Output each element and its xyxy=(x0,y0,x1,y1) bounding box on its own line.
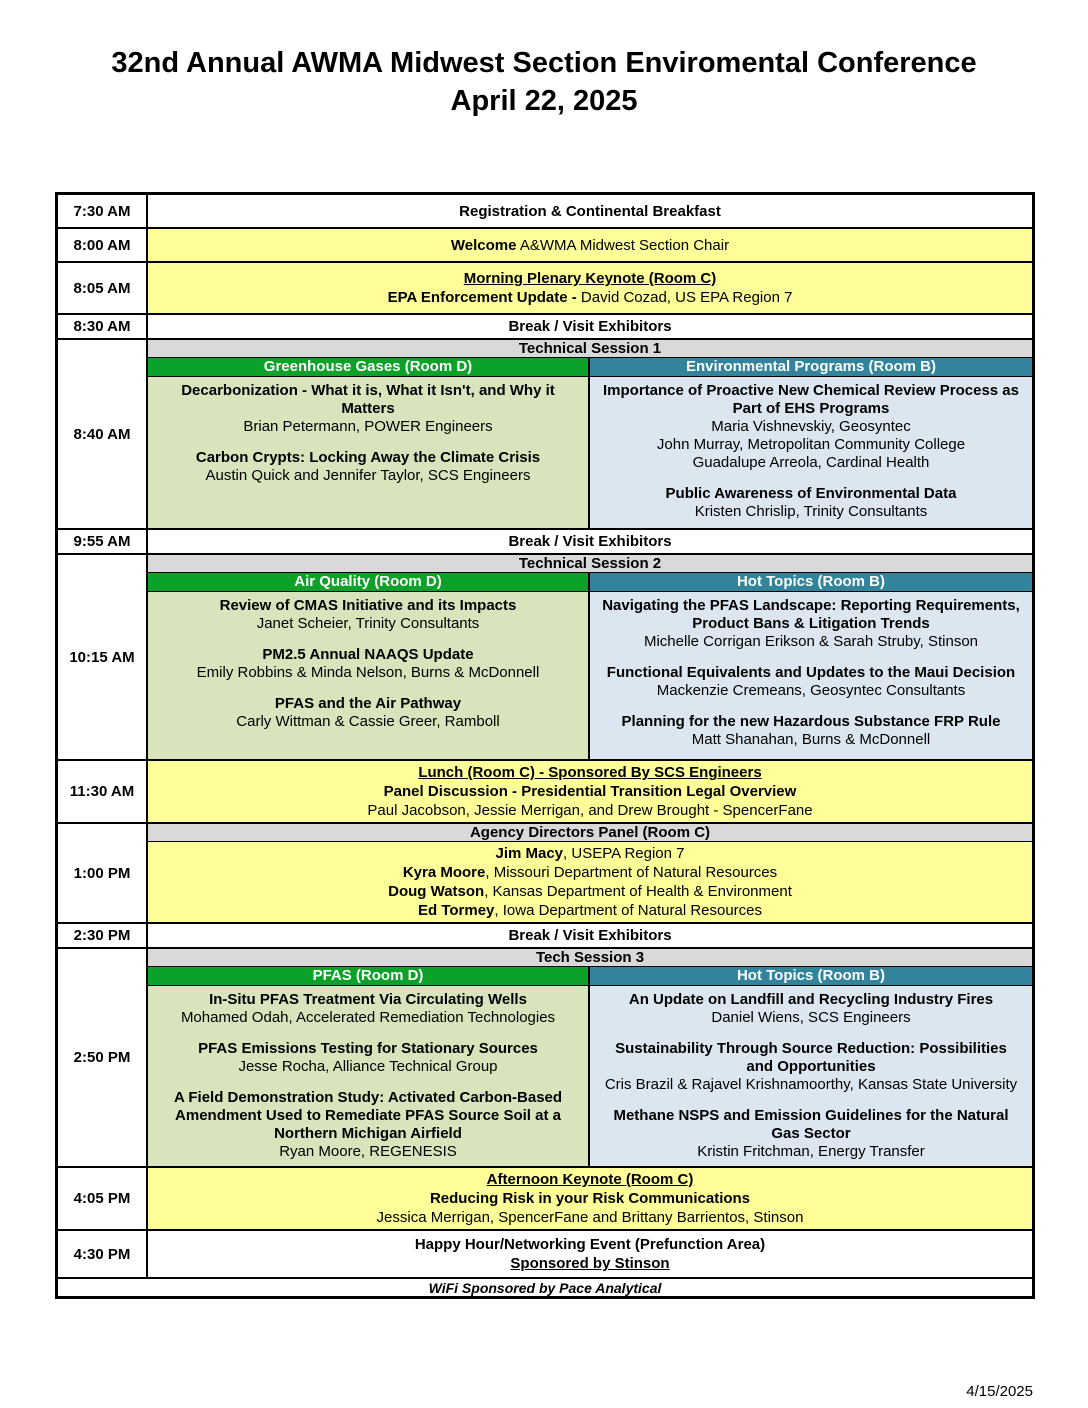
talk-speaker: Kristen Chrislip, Trinity Consultants xyxy=(694,503,928,520)
track-right-cell xyxy=(590,377,1032,528)
time-label: 4:30 PM xyxy=(73,1245,131,1263)
talk-title: PFAS and the Air Pathway xyxy=(274,695,462,712)
track-cells xyxy=(148,592,1032,759)
panel-speaker xyxy=(154,882,1026,901)
talk-title: Review of CMAS Initiative and its Impacts xyxy=(219,597,517,614)
talk-title: A Field Demonstration Study: Activated Carbon-Based Amendment Used to Remediate PFAS Source Soil at a Northern Michigan Airfield xyxy=(173,1089,563,1142)
time-cell xyxy=(58,761,148,822)
panel-speaker xyxy=(154,844,1026,863)
track-header-left: PFAS (Room D) xyxy=(148,967,590,985)
schedule-row-break-2 xyxy=(58,528,1032,553)
time-cell xyxy=(58,530,148,553)
panel-speaker-org: , USEPA Region 7 xyxy=(563,845,685,862)
time-cell xyxy=(58,949,148,1166)
track-header-left: Greenhouse Gases (Room D) xyxy=(148,358,590,376)
time-label: 8:05 AM xyxy=(73,279,131,297)
talk-title: Decarbonization - What it is, What it Isn't, and Why it Matters xyxy=(181,382,555,417)
session-block xyxy=(148,949,1032,1166)
talk-speaker: Cris Brazil & Rajavel Krishnamoorthy, Kansas State University xyxy=(604,1076,1018,1093)
talk-title: In-Situ PFAS Treatment Via Circulating Wells xyxy=(209,991,527,1008)
event-title: Break / Visit Exhibitors xyxy=(508,533,672,550)
event-cell xyxy=(148,263,1032,313)
schedule-block-session-1 xyxy=(58,338,1032,528)
schedule-row-registration xyxy=(58,195,1032,227)
track-cells xyxy=(148,377,1032,528)
event-cell xyxy=(148,1168,1032,1229)
track-left-cell xyxy=(148,986,590,1166)
track-header-right: Hot Topics (Room B) xyxy=(590,573,1032,591)
session-title: Technical Session 1 xyxy=(148,340,1032,358)
time-label: 8:40 AM xyxy=(73,425,131,443)
time-label: 11:30 AM xyxy=(69,783,135,800)
talk-speaker: Michelle Corrigan Erikson & Sarah Struby, Stinson xyxy=(643,633,979,650)
talk-speaker: Matt Shanahan, Burns & McDonnell xyxy=(691,731,931,748)
panel-speaker-name: Kyra Moore xyxy=(402,864,486,881)
event-subtitle-bold: EPA Enforcement Update - xyxy=(387,289,577,306)
talk-title: PM2.5 Annual NAAQS Update xyxy=(262,646,474,663)
time-cell xyxy=(58,340,148,528)
session-title: Agency Directors Panel (Room C) xyxy=(148,824,1032,842)
panel-speaker-org: , Missouri Department of Natural Resources xyxy=(485,864,778,881)
event-title-rest: A&WMA Midwest Section Chair xyxy=(516,236,730,254)
panel-speaker xyxy=(154,901,1026,920)
event-subtitle xyxy=(154,288,1026,307)
talk-speaker: Carly Wittman & Cassie Greer, Ramboll xyxy=(236,713,500,730)
event-speakers: Paul Jacobson, Jessie Merrigan, and Drew Brought - SpencerFane xyxy=(367,802,813,819)
page-title-line1: 32nd Annual AWMA Midwest Section Enviromental Conference xyxy=(111,47,977,79)
talk-title: Importance of Proactive New Chemical Review Process as Part of EHS Programs xyxy=(602,382,1019,417)
time-label: 9:55 AM xyxy=(73,533,131,550)
session-title: Tech Session 3 xyxy=(148,949,1032,967)
time-label: 2:30 PM xyxy=(73,927,131,944)
event-title xyxy=(154,236,1026,255)
time-cell xyxy=(58,824,148,922)
event-subtitle: Reducing Risk in your Risk Communications xyxy=(429,1190,751,1207)
event-cell xyxy=(148,530,1032,553)
time-cell xyxy=(58,315,148,338)
talk-title: Public Awareness of Environmental Data xyxy=(665,485,957,502)
wifi-sponsor-row: WiFi Sponsored by Pace Analytical xyxy=(58,1277,1032,1296)
event-title: Morning Plenary Keynote (Room C) xyxy=(463,270,717,287)
panel-speaker-name: Ed Tormey xyxy=(417,902,495,919)
track-header-right: Hot Topics (Room B) xyxy=(590,967,1032,985)
event-subtitle-rest: David Cozad, US EPA Region 7 xyxy=(576,289,793,306)
panel-speaker-org: , Kansas Department of Health & Environment xyxy=(484,883,792,900)
time-label: 8:30 AM xyxy=(73,318,131,335)
event-sponsor: Sponsored by Stinson xyxy=(510,1255,670,1272)
panel-speaker-org: , Iowa Department of Natural Resources xyxy=(494,902,763,919)
event-title: Break / Visit Exhibitors xyxy=(508,927,672,944)
event-cell xyxy=(148,761,1032,822)
talk-speaker: Austin Quick and Jennifer Taylor, SCS Engineers xyxy=(205,467,531,484)
event-title: Happy Hour/Networking Event (Prefunction Area) xyxy=(414,1236,766,1253)
talk-title: Navigating the PFAS Landscape: Reporting Requirements, Product Bans & Litigation Trends xyxy=(602,597,1020,632)
panel-speaker-name: Doug Watson xyxy=(388,883,485,900)
talk-title: Carbon Crypts: Locking Away the Climate Crisis xyxy=(195,449,541,466)
talk-speaker: Ryan Moore, REGENESIS xyxy=(279,1143,457,1160)
schedule-row-break-1 xyxy=(58,313,1032,338)
track-headers xyxy=(148,358,1032,377)
event-title: Afternoon Keynote (Room C) xyxy=(486,1171,694,1188)
talk-speaker: Janet Scheier, Trinity Consultants xyxy=(256,615,480,632)
talk-speaker: Emily Robbins & Minda Nelson, Burns & McDonnell xyxy=(196,664,540,681)
event-title: Lunch (Room C) - Sponsored By SCS Engineers xyxy=(418,764,762,781)
session-block xyxy=(148,340,1032,528)
event-speakers: Jessica Merrigan, SpencerFane and Brittany Barrientos, Stinson xyxy=(376,1209,804,1226)
time-cell xyxy=(58,555,148,759)
event-cell xyxy=(148,1231,1032,1277)
talk-speaker: Daniel Wiens, SCS Engineers xyxy=(711,1009,911,1026)
time-cell xyxy=(58,1168,148,1229)
talk-title: Functional Equivalents and Updates to the Maui Decision xyxy=(606,664,1016,681)
talk-speaker: Guadalupe Arreola, Cardinal Health xyxy=(692,454,930,471)
time-label: 8:00 AM xyxy=(73,236,131,254)
session-block xyxy=(148,555,1032,759)
talk-title: An Update on Landfill and Recycling Industry Fires xyxy=(628,991,994,1008)
track-header-left: Air Quality (Room D) xyxy=(148,573,590,591)
schedule-row-happy-hour xyxy=(58,1229,1032,1277)
time-label: 1:00 PM xyxy=(73,864,131,882)
event-cell xyxy=(148,924,1032,947)
track-cells xyxy=(148,986,1032,1166)
schedule-row-welcome xyxy=(58,227,1032,261)
talk-title: PFAS Emissions Testing for Stationary Sources xyxy=(198,1040,538,1057)
event-cell xyxy=(148,842,1032,922)
event-cell xyxy=(148,229,1032,261)
event-cell xyxy=(148,195,1032,227)
panel-speaker xyxy=(154,863,1026,882)
talk-title: Methane NSPS and Emission Guidelines for the Natural Gas Sector xyxy=(613,1107,1009,1142)
schedule-block-session-2 xyxy=(58,553,1032,759)
track-left-cell xyxy=(148,377,590,528)
talk-title: Sustainability Through Source Reduction: Possibilities and Opportunities xyxy=(615,1040,1007,1075)
time-cell xyxy=(58,229,148,261)
track-headers xyxy=(148,967,1032,986)
time-label: 4:05 PM xyxy=(73,1190,131,1207)
talk-speaker: Mohamed Odah, Accelerated Remediation Technologies xyxy=(180,1009,556,1026)
time-label: 2:50 PM xyxy=(73,1049,131,1066)
page-title xyxy=(0,0,1088,121)
event-subtitle: Panel Discussion - Presidential Transition Legal Overview xyxy=(383,783,797,800)
schedule-row-afternoon-keynote xyxy=(58,1166,1032,1229)
time-cell xyxy=(58,1231,148,1277)
page-title-line2: April 22, 2025 xyxy=(450,85,638,118)
panel-speaker-name: Jim Macy xyxy=(495,845,564,862)
track-header-right: Environmental Programs (Room B) xyxy=(590,358,1032,376)
talk-speaker: Brian Petermann, POWER Engineers xyxy=(243,418,493,435)
time-cell xyxy=(58,263,148,313)
track-left-cell xyxy=(148,592,590,759)
event-title-bold: Welcome xyxy=(450,236,517,254)
schedule-row-morning-keynote xyxy=(58,261,1032,313)
talk-speaker: John Murray, Metropolitan Community College xyxy=(656,436,966,453)
talk-speaker: Jesse Rocha, Alliance Technical Group xyxy=(238,1058,498,1075)
event-cell xyxy=(148,315,1032,338)
time-cell xyxy=(58,195,148,227)
time-cell xyxy=(58,924,148,947)
schedule-row-break-3 xyxy=(58,922,1032,947)
talk-title: Planning for the new Hazardous Substance FRP Rule xyxy=(621,713,1001,730)
schedule-block-session-3 xyxy=(58,947,1032,1166)
track-headers xyxy=(148,573,1032,592)
talk-speaker: Mackenzie Cremeans, Geosyntec Consultants xyxy=(656,682,966,699)
talk-speaker: Kristin Fritchman, Energy Transfer xyxy=(697,1143,925,1160)
track-right-cell xyxy=(590,592,1032,759)
schedule-table xyxy=(55,192,1035,1299)
session-title: Technical Session 2 xyxy=(148,555,1032,573)
track-right-cell xyxy=(590,986,1032,1166)
footer-date: 4/15/2025 xyxy=(966,1383,1033,1400)
talk-speaker: Maria Vishnevskiy, Geosyntec xyxy=(711,418,911,435)
time-label: 7:30 AM xyxy=(73,202,131,220)
schedule-row-lunch xyxy=(58,759,1032,822)
event-title: Registration & Continental Breakfast xyxy=(459,202,721,220)
session-block xyxy=(148,824,1032,922)
event-title: Break / Visit Exhibitors xyxy=(508,318,672,335)
time-label: 10:15 AM xyxy=(69,648,135,666)
schedule-block-agency-panel xyxy=(58,822,1032,922)
